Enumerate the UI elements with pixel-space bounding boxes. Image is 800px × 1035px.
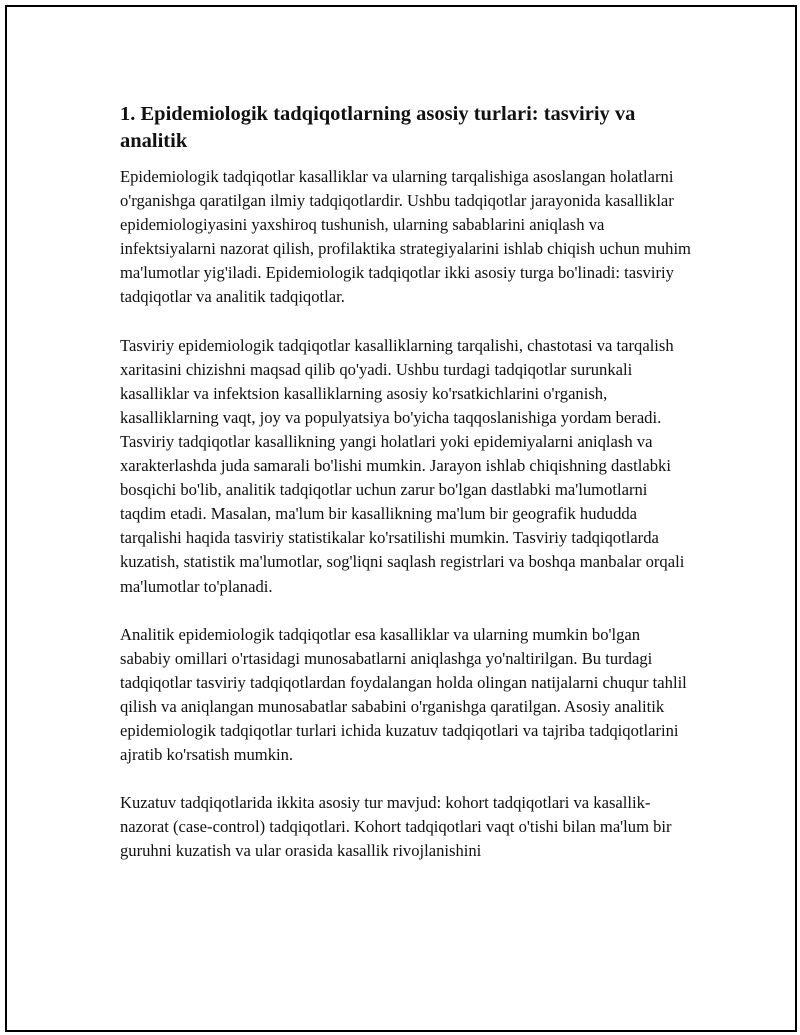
section-heading: 1. Epidemiologik tadqiqotlarning asosiy turlari: tasviriy va analitik — [120, 103, 636, 152]
paragraph-analytic-studies: Analitik epidemiologik tadqiqotlar esa kasalliklar va ularning mumkin bo'lgan sababiy omillari o'rtasidagi munosabatlarni aniqlashga yo'naltirilgan. Bu turdagi tadqiqotlar tasviriy tadqiqotlardan foydalangan holda olingan natijalarni chuqur tahlil qilish va aniqlangan munosabatlar sababini o'rganishga qaratilgan. Asosiy analitik epidemiologik tadqiqotlar turlari ichida kuzatuv tadqiqotlari va tajriba tadqiqotlarini ajratib ko'rsatish mumkin. — [120, 624, 687, 765]
paragraph-observational-studies: Kuzatuv tadqiqotlarida ikkita asosiy tur mavjud: kohort tadqiqotlari va kasallik-nazorat (case-control) tadqiqotlari. Kohort tadqiqotlari vaqt o'tishi bilan ma'lum bir guruhni kuzatish va ular orasida kasallik rivojlanishini — [120, 793, 672, 861]
page-frame — [5, 5, 797, 1032]
paragraph-descriptive-studies: Tasviriy epidemiologik tadqiqotlar kasalliklarning tarqalishi, chastotasi va tarqalish xaritasini chizishni maqsad qilib qo'yadi. Ushbu turdagi tadqiqotlar surunkali kasalliklar va infektsion kasalliklarning asosiy ko'rsatkichlarini o'rganish, kasalliklarning vaqt, joy va populyatsiya bo'yicha taqqoslanishiga yordam beradi. Tasviriy tadqiqotlar kasallikning yangi holatlari yoki epidemiyalarni aniqlash va xarakterlashda juda samarali bo'lishi mumkin. Jarayon ishlab chiqishning dastlabki bosqichi bo'lib, analitik tadqiqotlar uchun zarur bo'lgan dastlabki ma'lumotlarni taqdim etadi. Masalan, ma'lum bir kasallikning ma'lum bir geografik hududda tarqalishi haqida tasviriy statistikalar ko'rsatilishi mumkin. Tasviriy tadqiqotlarda kuzatish, statistik ma'lumotlar, sog'liqni saqlash registrlari va boshqa manbalar orqali ma'lumotlar to'planadi. — [120, 335, 685, 596]
paragraph-intro: Epidemiologik tadqiqotlar kasalliklar va ularning tarqalishiga asoslangan holatlarni o'rganishga qaratilgan ilmiy tadqiqotlardir. Ushbu tadqiqotlar jarayonida kasalliklar epidemiologiyasini yaxshiroq tushunish, ularning sabablarini aniqlash va infektsiyalarni nazorat qilish, profilaktika strategiyalarini ishlab chiqish uchun muhim ma'lumotlar yig'iladi. Epidemiologik tadqiqotlar ikki asosiy turga bo'linadi: tasviriy tadqiqotlar va analitik tadqiqotlar. — [120, 167, 691, 307]
document-body — [120, 101, 692, 887]
